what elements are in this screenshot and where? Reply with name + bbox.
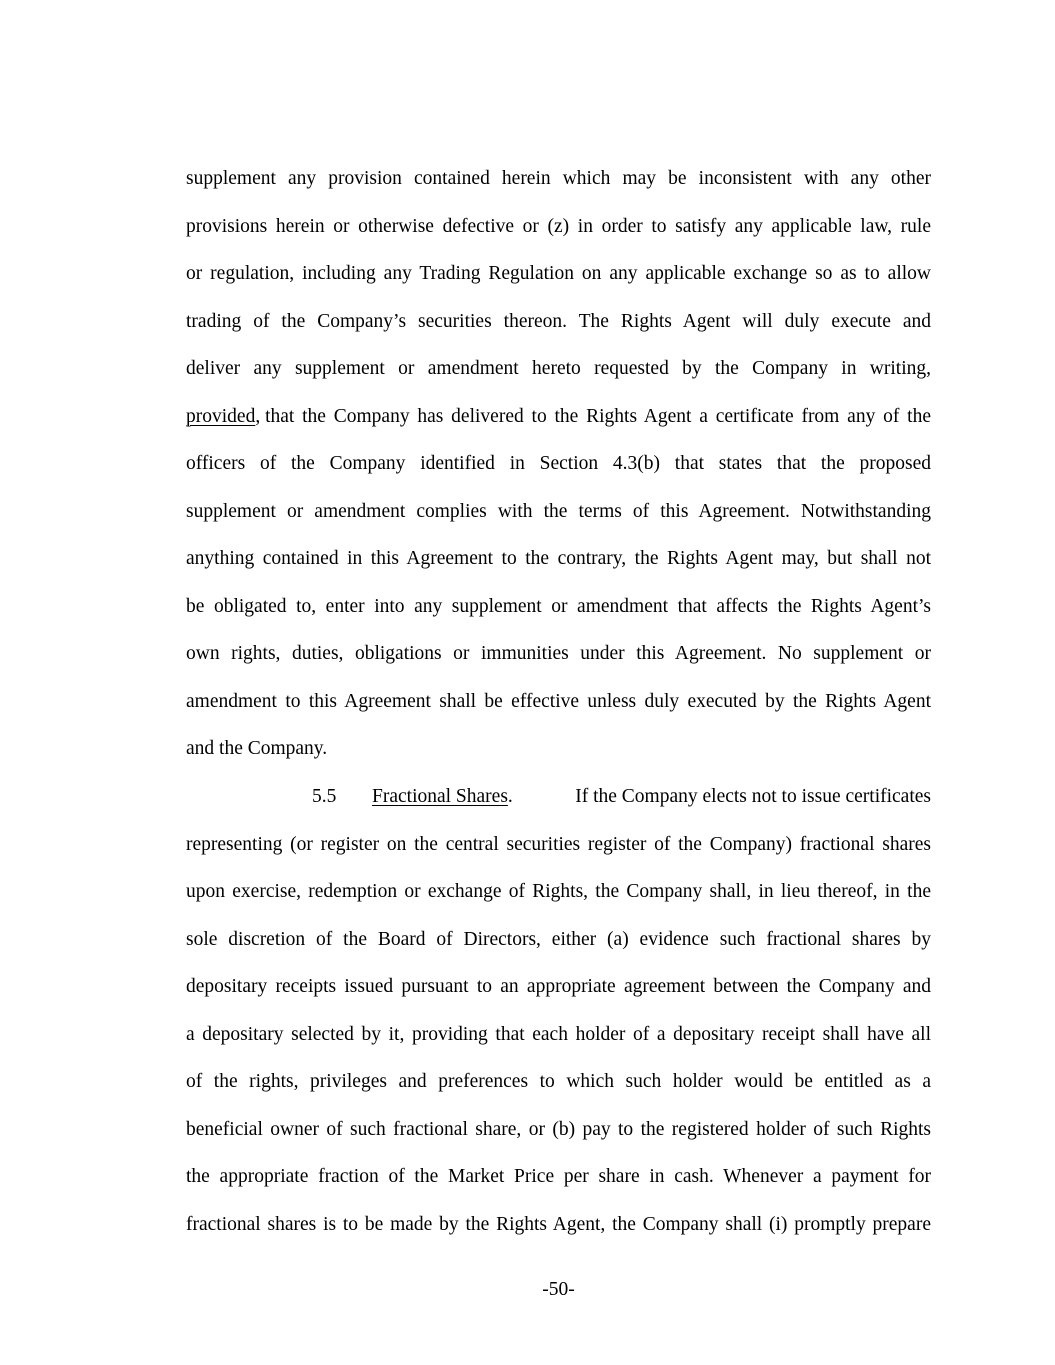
provided-term: provided (186, 405, 256, 427)
paragraph-amendment (186, 155, 931, 773)
text-line: provisions herein or otherwise defective or (z) in order to satisfy any applicable law, rule (186, 215, 931, 237)
text-line: or regulation, including any Trading Regulation on any applicable exchange so as to allow (186, 263, 931, 284)
text-line: own rights, duties, obligations or immunities under this Agreement. No supplement or (186, 643, 931, 664)
text-line: trading of the Company’s securities thereon. The Rights Agent will duly execute and (186, 310, 931, 332)
text-line: officers of the Company identified in Section 4.3(b) that states that the proposed (186, 453, 931, 474)
page-number: -50- (542, 1279, 575, 1300)
text-line: beneficial owner of such fractional share, or (b) pay to the registered holder of such Rights (186, 1118, 931, 1140)
text-line: upon exercise, redemption or exchange of Rights, the Company shall, in lieu thereof, in the (186, 881, 931, 902)
provided-comma: , (255, 405, 266, 427)
text-line: be obligated to, enter into any supplement or amendment that affects the Rights Agent’s (186, 595, 931, 617)
text-line: of the rights, privileges and preferences to which such holder would be entitled as a (186, 1071, 931, 1092)
text-line: anything contained in this Agreement to the contrary, the Rights Agent may, but shall not (186, 548, 931, 569)
section-heading-period: . (507, 786, 513, 807)
section-first-line-rest: If the Company elects not to issue certificates (575, 786, 931, 807)
text-line: representing (or register on the central securities register of the Company) fractional shares (186, 833, 931, 855)
text-line: deliver any supplement or amendment hereto requested by the Company in writing, (186, 358, 931, 379)
text-line: supplement any provision contained herein which may be inconsistent with any other (186, 168, 931, 189)
section-heading: Fractional Shares (372, 786, 508, 807)
text-line: a depositary selected by it, providing that each holder of a depositary receipt shall have all (186, 1023, 931, 1045)
text-line: depositary receipts issued pursuant to an appropriate agreement between the Company and (186, 976, 931, 997)
section-heading-line (186, 773, 931, 821)
text-line: the appropriate fraction of the Market Price per share in cash. Whenever a payment for (186, 1166, 931, 1187)
section-number: 5.5 (312, 786, 337, 807)
text-line: supplement or amendment complies with the terms of this Agreement. Notwithstanding (186, 500, 931, 522)
section-5-5-fractional-shares (186, 773, 931, 1248)
text-line: fractional shares is to be made by the Rights Agent, the Company shall (i) promptly prepare (186, 1213, 931, 1235)
text-line: and the Company. (186, 738, 328, 759)
text-line: amendment to this Agreement shall be effective unless duly executed by the Rights Agent (186, 690, 931, 712)
text-line-provided (186, 393, 931, 441)
provided-line-rest: that the Company has delivered to the Rights Agent a certificate from any of the (265, 405, 931, 427)
text-line: sole discretion of the Board of Directors, either (a) evidence such fractional shares by (186, 928, 931, 950)
